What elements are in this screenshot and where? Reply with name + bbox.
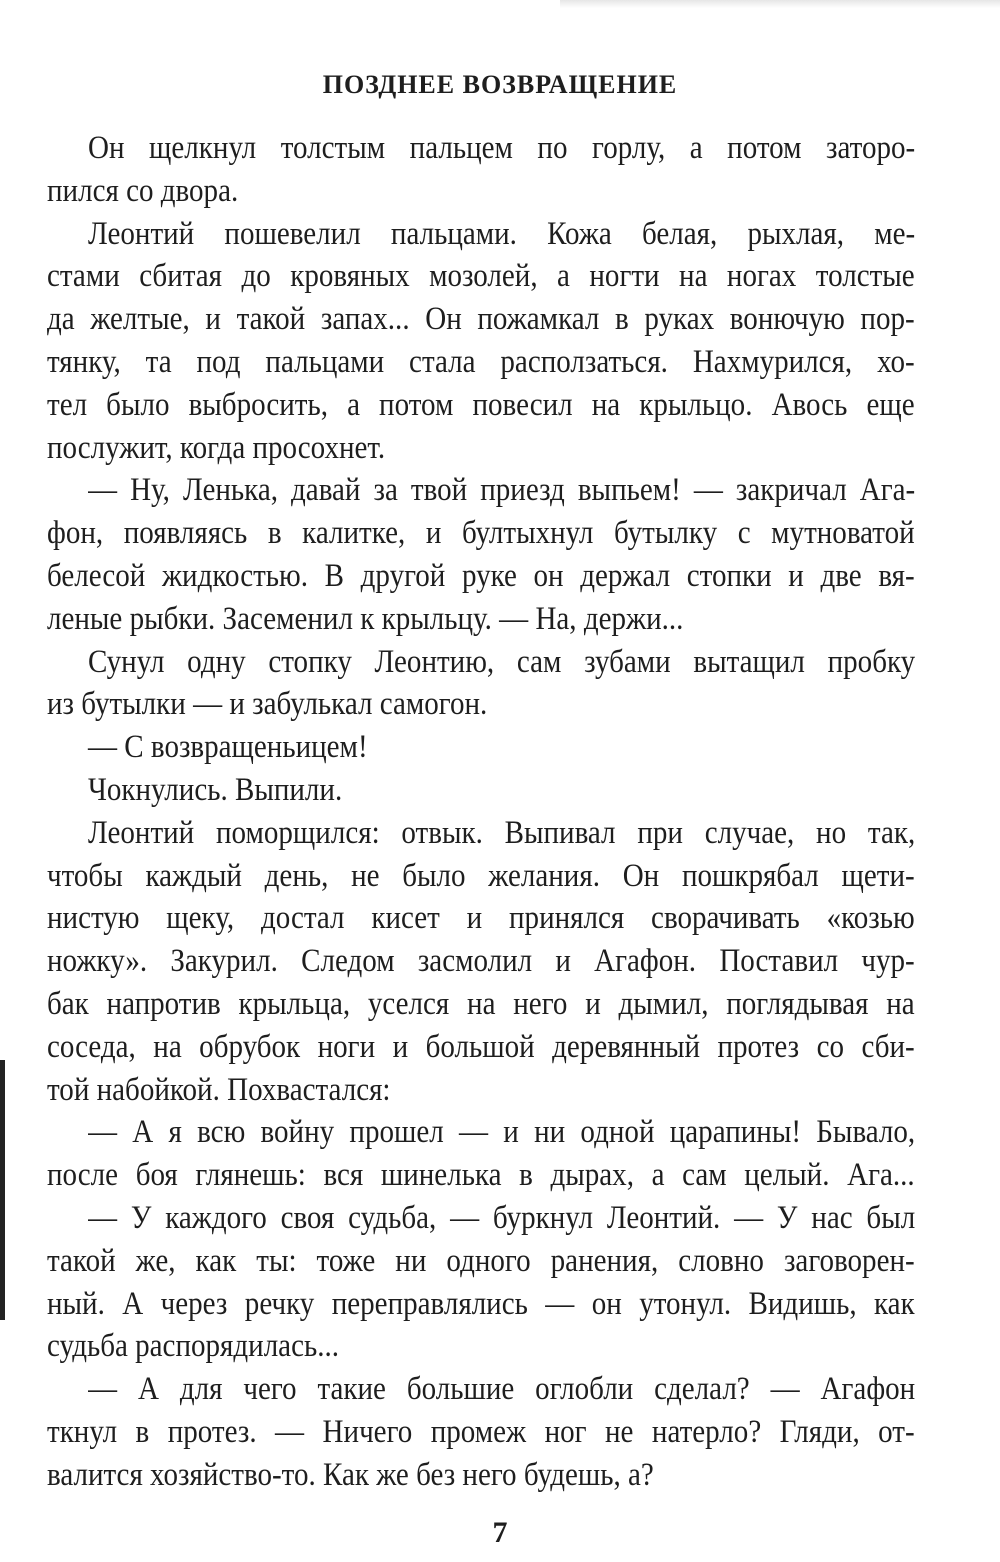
text-line: да желтые, и такой запах... Он пожамкал в руках вонючую пор- [47,301,915,338]
text-line: Леонтий пошевелил пальцами. Кожа белая, рыхлая, ме- [88,215,916,252]
text-line: из бутылки — и забулькал самогон. [47,686,488,723]
text-line: Сунул одну стопку Леонтию, сам зубами вытащил пробку [88,643,916,680]
text-line: нистую щеку, достал кисет и принялся сворачивать «козью [47,900,915,937]
text-line: бак напротив крыльца, уселся на него и дымил, поглядывая на [47,986,915,1022]
text-line: стами сбитая до кровяных мозолей, а ногти на ногах толстые [47,258,915,295]
text-line: той набойкой. Похвастался: [47,1071,391,1108]
text-line: тел было выбросить, а потом повесил на крыльцо. Авось еще [47,386,915,423]
text-line: такой же, как ты: тоже ни одного ранения, словно заговорен- [47,1242,915,1279]
text-line: судьба распорядилась... [47,1328,339,1365]
scan-edge-top [560,0,1000,8]
text-line: — Ну, Ленька, давай за твой приезд выпьем! — закричал Ага- [88,472,916,509]
text-line: Леонтий поморщился: отвык. Выпивал при случае, но так, [88,814,916,851]
text-line: пился со двора. [47,172,239,209]
text-line: фон, появляясь в калитке, и бултыхнул бутылку с мутноватой [47,515,915,552]
text-line: — А я всю войну прошел — и ни одной царапины! Бывало, [88,1114,916,1151]
text-line: послужит, когда просохнет. [47,429,386,466]
text-line: Он щелкнул толстым пальцем по горлу, а потом заторо- [88,130,916,166]
text-line: чтобы каждый день, не было желания. Он пошкрябал щети- [47,857,915,894]
text-line: леные рыбки. Засеменил к крыльцу. — На, держи... [47,600,684,637]
text-line: ножку». Закурил. Следом засмолил и Агафон. Поставил чур- [47,943,915,980]
page-number: 7 [492,1516,508,1549]
chapter-title: ПОЗДНЕЕ ВОЗВРАЩЕНИЕ [322,70,678,99]
text-line: валится хозяйство-то. Как же без него будешь, а? [47,1456,654,1493]
text-line: — У каждого своя судьба, — буркнул Леонтий. — У нас был [88,1200,916,1236]
text-line: тянку, та под пальцами стала расползаться. Нахмурился, хо- [47,344,915,380]
text-line: ный. А через речку переправлялись — он утонул. Видишь, как [47,1285,915,1322]
text-line: после боя глянешь: вся шинелька в дырах, а сам целый. Ага... [47,1157,915,1194]
text-line: Чокнулись. Выпили. [88,772,343,808]
text-line: соседа, на обрубок ноги и большой деревянный протез со сби- [47,1028,915,1065]
text-line: — С возвращеньицем! [88,729,368,766]
scan-edge-left [0,1060,5,1320]
text-line: ткнул в протез. — Ничего промеж ног не натерло? Гляди, от- [47,1414,915,1450]
text-line: белесой жидкостью. В другой руке он держал стопки и две вя- [47,558,915,594]
text-line: — А для чего такие большие оглобли сделал? — Агафон [88,1371,916,1408]
